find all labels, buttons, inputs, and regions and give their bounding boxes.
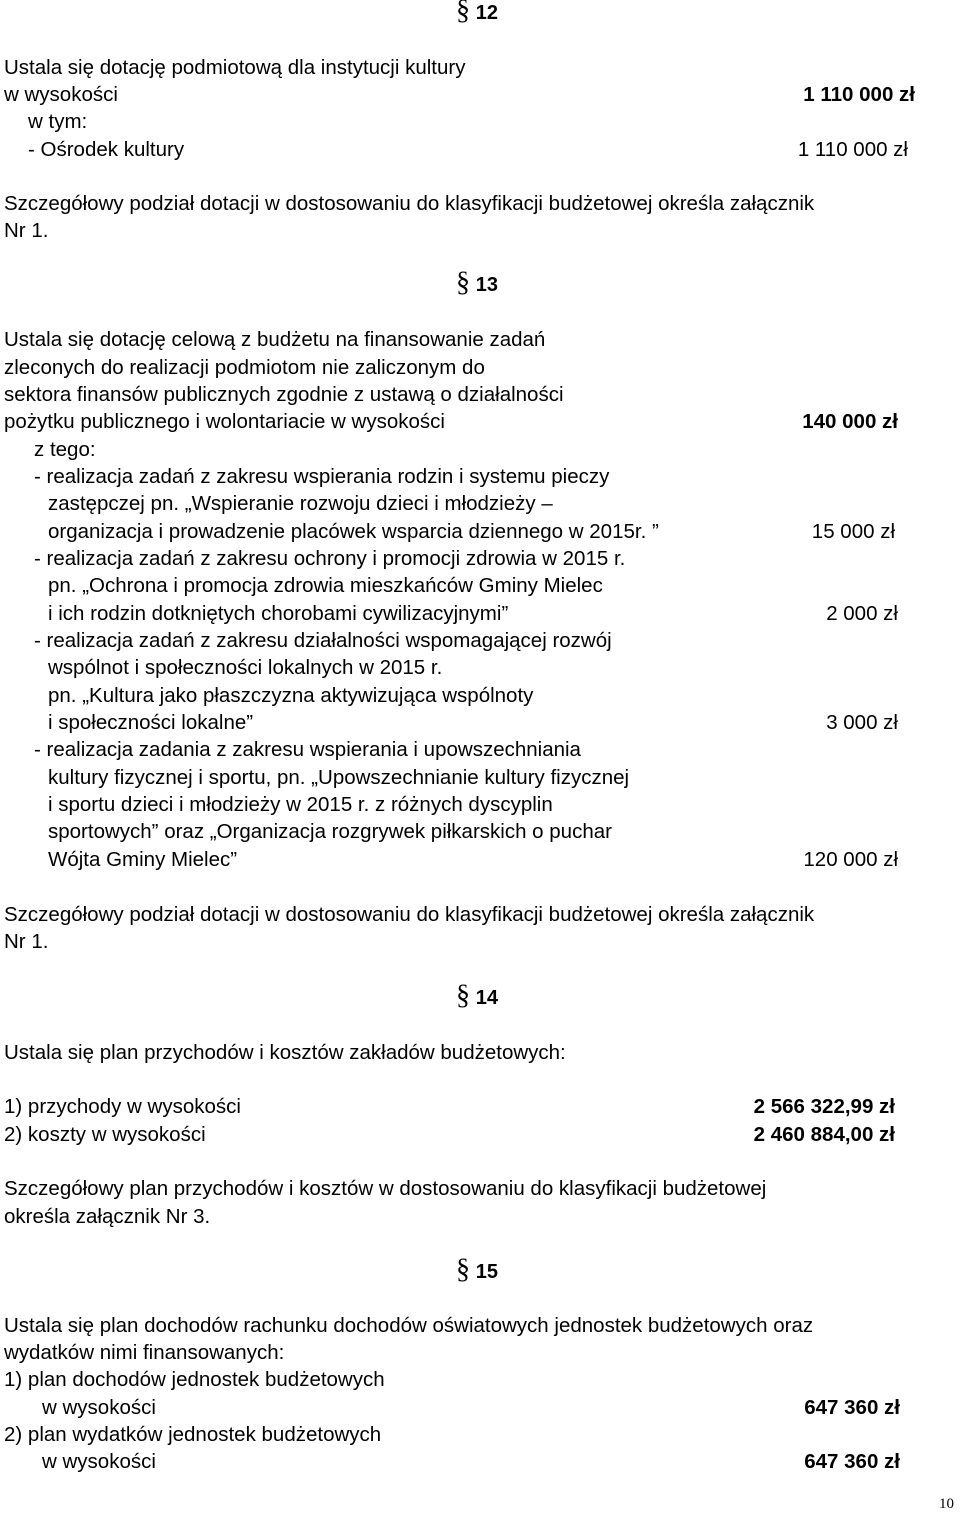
plan-item-amount: 647 360 zł: [804, 1396, 900, 1419]
section-13-heading: § 13: [456, 267, 498, 298]
text-line: w tym:: [28, 110, 88, 133]
total-amount: 1 110 000 zł: [803, 83, 915, 106]
text-line: w wysokości: [4, 83, 118, 106]
note-line: określa załącznik Nr 3.: [4, 1205, 211, 1228]
text-line: wydatków nimi finansowanych:: [4, 1341, 285, 1364]
text-line: zleconych do realizacji podmiotom nie zaliczonym do: [4, 356, 485, 379]
text-line: i ich rodzin dotkniętych chorobami cywilizacyjnymi”: [48, 602, 509, 625]
text-line: pożytku publicznego i wolontariacie w wysokości: [4, 410, 445, 433]
text-line: wspólnot i społeczności lokalnych w 2015 r.: [48, 656, 443, 679]
plan-item-amount: 647 360 zł: [804, 1450, 900, 1473]
text-line: Ustala się dotację podmiotową dla instytucji kultury: [4, 56, 466, 79]
item-amount: 120 000 zł: [803, 848, 898, 871]
text-line: pn. „Kultura jako płaszczyzna aktywizująca wspólnoty: [48, 684, 534, 707]
text-line: i społeczności lokalne”: [48, 711, 254, 734]
text-line: zastępczej pn. „Wspieranie rozwoju dzieci i młodzieży –: [48, 492, 553, 515]
text-line: - Ośrodek kultury: [28, 138, 185, 161]
note-line: Nr 1.: [4, 219, 49, 242]
section-number: 12: [475, 2, 498, 24]
text-line: - realizacja zadań z zakresu ochrony i promocji zdrowia w 2015 r.: [34, 547, 626, 570]
section-15-heading: § 15: [456, 1254, 498, 1285]
text-line: Ustala się plan dochodów rachunku dochodów oświatowych jednostek budżetowych oraz: [4, 1314, 814, 1337]
text-line: pn. „Ochrona i promocja zdrowia mieszkańców Gminy Mielec: [48, 574, 603, 597]
plan-row-amount: 2 566 322,99 zł: [753, 1095, 895, 1118]
note-line: Szczegółowy plan przychodów i kosztów w dostosowaniu do klasyfikacji budżetowej: [4, 1177, 767, 1200]
section-number: 15: [475, 1261, 498, 1283]
section-12-heading: § 12: [456, 0, 498, 26]
plan-row-amount: 2 460 884,00 zł: [753, 1123, 895, 1146]
text-line: Ustala się dotację celową z budżetu na finansowanie zadań: [4, 328, 546, 351]
text-line: - realizacja zadań z zakresu działalności wspomagającej rozwój: [34, 629, 612, 652]
page-number: 10: [939, 1496, 954, 1512]
plan-item-line: w wysokości: [42, 1450, 156, 1473]
text-line: - realizacja zadań z zakresu wspierania rodzin i systemu pieczy: [34, 465, 610, 488]
plan-row-label: 2) koszty w wysokości: [4, 1123, 206, 1146]
item-amount: 15 000 zł: [811, 520, 895, 543]
plan-item-line: 1) plan dochodów jednostek budżetowych: [4, 1368, 385, 1391]
text-line: Wójta Gminy Mielec”: [48, 848, 238, 871]
note-line: Szczegółowy podział dotacji w dostosowaniu do klasyfikacji budżetowej określa załącznik: [4, 192, 815, 215]
section-number: 14: [475, 987, 498, 1009]
text-line: i sportu dzieci i młodzieży w 2015 r. z różnych dyscyplin: [48, 793, 553, 816]
plan-item-line: w wysokości: [42, 1396, 156, 1419]
text-line: organizacja i prowadzenie placówek wsparcia dziennego w 2015r. ”: [48, 520, 659, 543]
plan-item-line: 2) plan wydatków jednostek budżetowych: [4, 1423, 382, 1446]
text-line: kultury fizycznej i sportu, pn. „Upowszechnianie kultury fizycznej: [48, 766, 630, 789]
note-line: Nr 1.: [4, 930, 49, 953]
section-number: 13: [475, 274, 498, 296]
text-line: sektora finansów publicznych zgodnie z ustawą o działalności: [4, 383, 564, 406]
text-line: z tego:: [34, 438, 96, 461]
section-14-heading: § 14: [456, 980, 498, 1011]
note-line: Szczegółowy podział dotacji w dostosowaniu do klasyfikacji budżetowej określa załącznik: [4, 903, 815, 926]
item-amount: 3 000 zł: [826, 711, 898, 734]
plan-row-label: 1) przychody w wysokości: [4, 1095, 241, 1118]
text-line: Ustala się plan przychodów i kosztów zakładów budżetowych:: [4, 1041, 566, 1064]
text-line: - realizacja zadania z zakresu wspierania i upowszechniania: [34, 738, 581, 761]
item-amount: 1 110 000 zł: [797, 138, 908, 161]
item-amount: 2 000 zł: [826, 602, 898, 625]
total-amount: 140 000 zł: [802, 410, 898, 433]
text-line: sportowych” oraz „Organizacja rozgrywek piłkarskich o puchar: [48, 820, 612, 843]
